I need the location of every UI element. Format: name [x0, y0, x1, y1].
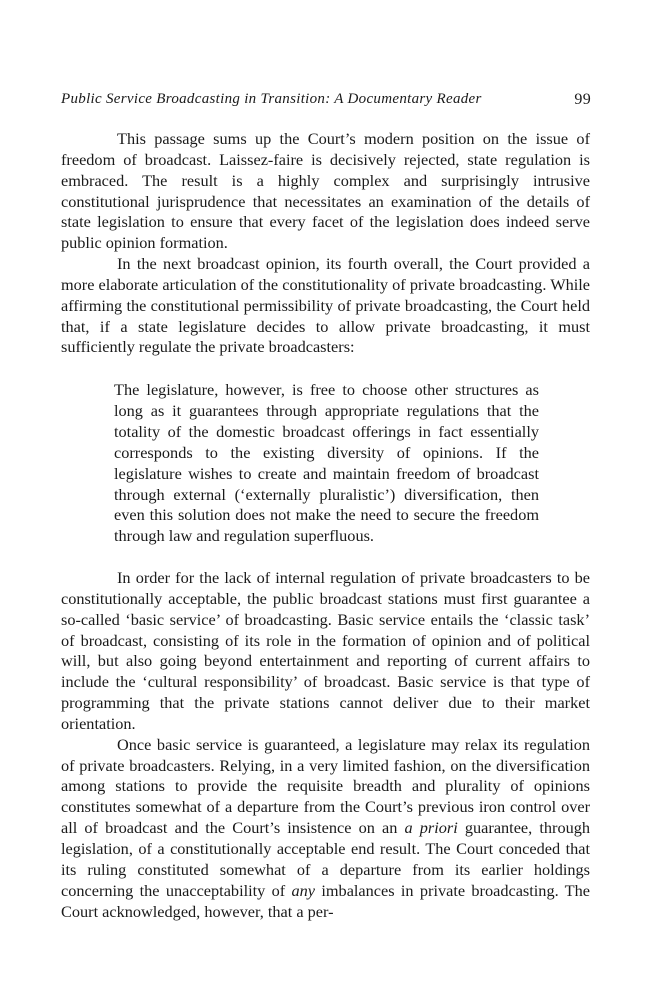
- emphasis-a-priori: a priori: [404, 818, 458, 838]
- block-quote: The legislature, however, is free to choose other structures as long as it guarantees through appropriate regulations that the totality of the domestic broadcast offerings in fact essentially corresponds to the existing diversity of opinions. If the legislature wishes to create and maintain freedom of broadcast through external (‘externally pluralistic’) diversification, then even this solution does not make the need to secure the freedom through law and regulation superfluous.: [114, 380, 539, 546]
- paragraph-text: guarantee, through legislation, of a constitutionally acceptable end result. The Court conceded that its ruling constituted somewhat of a departure from its earlier holdings concerning the unacceptability of: [61, 818, 591, 900]
- paragraph: This passage sums up the Court’s modern position on the issue of freedom of broadcast. Laissez-faire is decisively rejected, state regulation is embraced. The result is a highly complex and surprisingly intrusive constitutional jurisprudence that necessitates an examination of the details of state legislation to ensure that every facet of the legislation does indeed serve public opinion formation.: [61, 129, 590, 253]
- paragraph: [61, 735, 590, 923]
- running-header: [61, 91, 591, 113]
- page-number: 99: [574, 91, 591, 108]
- paragraph: In the next broadcast opinion, its fourth overall, the Court provided a more elaborate articulation of the constitutionality of private broadcasting. While affirming the constitutional permissibility of private broadcasting, the Court held that, if a state legislature decides to allow private broadcasting, it must sufficiently regulate the private broadcasters:: [61, 254, 590, 357]
- running-title: Public Service Broadcasting in Transition: A Documentary Reader: [61, 91, 482, 107]
- paragraph-text: Once basic service is guaranteed, a legislature may relax its regulation of private broadcasters. Relying, in a very limited fashion, on the diversification among stations to provide the requisite breadth and plurality of opinions constitutes somewhat of a departure from the Court’s previous iron control over all of broadcast and the Court’s insistence on an: [61, 734, 590, 838]
- emphasis-any: any: [291, 880, 316, 900]
- paragraph-text: imbalances in private broadcasting. The Court acknowledged, however, that a per-: [61, 880, 590, 921]
- paragraph: In order for the lack of internal regulation of private broadcasters to be constitutionally acceptable, the public broadcast stations must first guarantee a so-called ‘basic service’ of broadcasting. Basic service entails the ‘classic task’ of broadcast, consisting of its role in the formation of opinion and of political will, but also going beyond entertainment and reporting of current affairs to include the ‘cultural responsibility’ of broadcast. Basic service is that type of programming that the private stations cannot deliver due to their market orientation.: [61, 568, 590, 733]
- body-text: [61, 129, 590, 922]
